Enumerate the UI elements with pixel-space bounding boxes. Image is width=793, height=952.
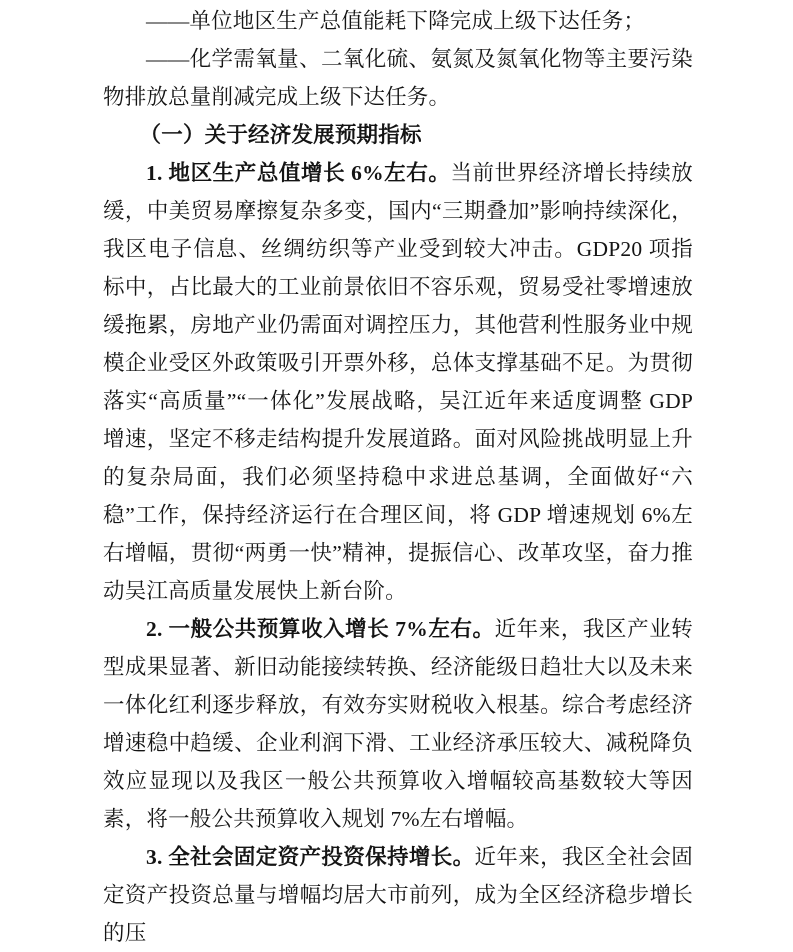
- paragraph-fixed-asset-investment: [103, 838, 693, 952]
- paragraph-public-budget: [103, 610, 693, 838]
- paragraph-text: ——单位地区生产总值能耗下降完成上级下达任务；: [146, 9, 646, 33]
- paragraph-text: 当前世界经济增长持续放缓，中美贸易摩擦复杂多变，国内“三期叠加”影响持续深化，我区电子信息、丝绸纺织等产业受到较大冲击。GDP20 项指标中，占比最大的工业前景依旧不容乐观，贸易受社零增速放缓拖累，房地产业仍需面对调控压力，其他营利性服务业中规模企业受区外政策吸引开票外移，总体支撑基础不足。为贯彻落实“高质量”“一体化”发展战略，吴江近年来适度调整 GDP 增速，坚定不移走结构提升发展道路。面对风险挑战明显上升的复杂局面，我们必须坚持稳中求进总基调，全面做好“六稳”工作，保持经济运行在合理区间，将 GDP 增速规划 6%左右增幅，贯彻“两勇一快”精神，提振信心、改革攻坚，奋力推动吴江高质量发展快上新台阶。: [103, 161, 693, 603]
- paragraph-lead: 1. 地区生产总值增长 6%左右。: [146, 161, 451, 185]
- paragraph-gdp-growth: [103, 154, 693, 610]
- paragraph-pollutant-target: [103, 40, 693, 116]
- paragraph-lead: 3. 全社会固定资产投资保持增长。: [146, 845, 475, 869]
- paragraph-energy-target: [103, 2, 693, 40]
- paragraph-text: 近年来，我区产业转型成果显著、新旧动能接续转换、经济能级日趋壮大以及未来一体化红利逐步释放，有效夯实财税收入根基。综合考虑经济增速稳中趋缓、企业利润下滑、工业经济承压较大、减税降负效应显现以及我区一般公共预算收入增幅较高基数较大等因素，将一般公共预算收入规划 7%左右增幅。: [103, 617, 693, 831]
- paragraph-text: 近年来，我区全社会固定资产投资总量与增幅均居大市前列，成为全区经济稳步增长的压: [103, 845, 693, 945]
- paragraph-text: ——化学需氧量、二氧化硫、氨氮及氮氧化物等主要污染物排放总量削减完成上级下达任务。: [103, 47, 693, 109]
- paragraph-lead: 2. 一般公共预算收入增长 7%左右。: [146, 617, 495, 641]
- section-heading-text: （一）关于经济发展预期指标: [139, 123, 422, 147]
- section-heading-economic-indicators: [103, 116, 693, 154]
